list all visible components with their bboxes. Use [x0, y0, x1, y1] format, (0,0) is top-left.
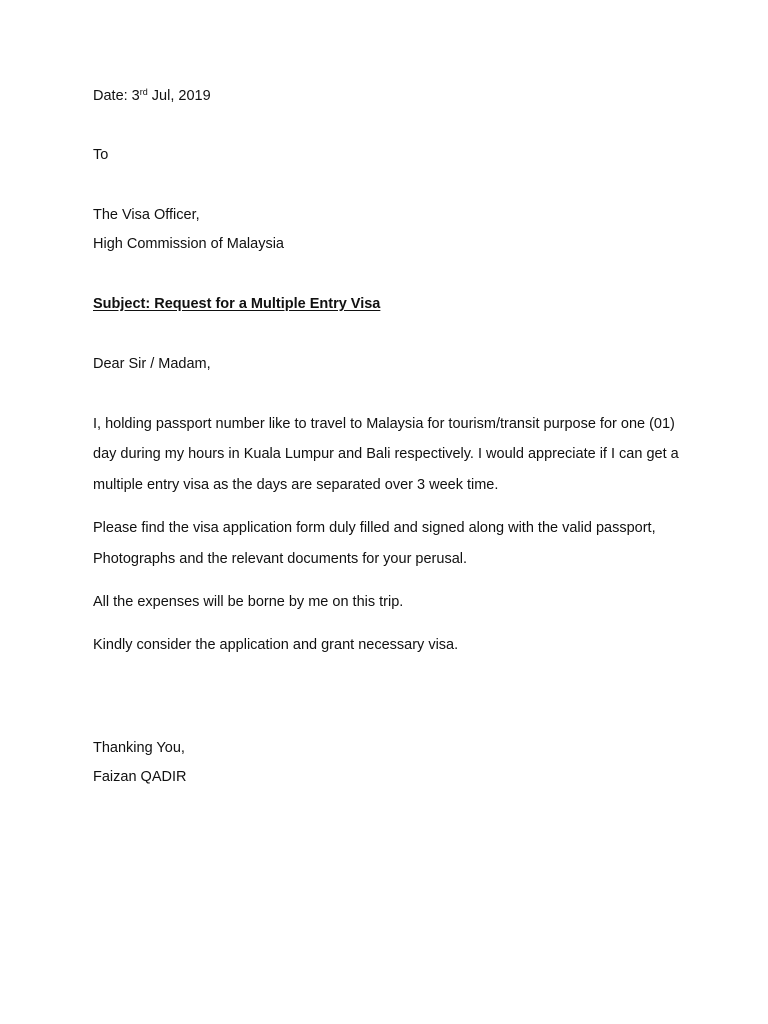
recipient-line-2: High Commission of Malaysia — [93, 236, 284, 252]
paragraph-3: All the expenses will be borne by me on this trip. — [93, 594, 404, 610]
recipient-line-1: The Visa Officer, — [93, 207, 200, 223]
paragraph-1-line-2: day during my hours in Kuala Lumpur and Bali respectively. I would appreciate if I can get a — [93, 446, 679, 462]
date-ordinal-suffix: rd — [139, 87, 148, 97]
paragraph-2-line-1: Please find the visa application form duly filled and signed along with the valid passport, — [93, 520, 656, 536]
paragraph-4: Kindly consider the application and grant necessary visa. — [93, 637, 459, 653]
paragraph-2-line-2: Photographs and the relevant documents for your perusal. — [93, 551, 468, 567]
signature-name: Faizan QADIR — [93, 769, 187, 785]
date-label: Date: 3 — [93, 88, 140, 104]
subject-line: Subject: Request for a Multiple Entry Visa — [93, 296, 381, 312]
to-line: To — [93, 147, 109, 163]
paragraph-1-line-3: multiple entry visa as the days are separated over 3 week time. — [93, 477, 499, 493]
paragraph-1-line-1: I, holding passport number like to travel to Malaysia for tourism/transit purpose for one (01) — [93, 416, 675, 432]
salutation: Dear Sir / Madam, — [93, 356, 211, 372]
date-rest: Jul, 2019 — [147, 88, 211, 104]
closing: Thanking You, — [93, 740, 185, 756]
date-line — [93, 87, 211, 105]
